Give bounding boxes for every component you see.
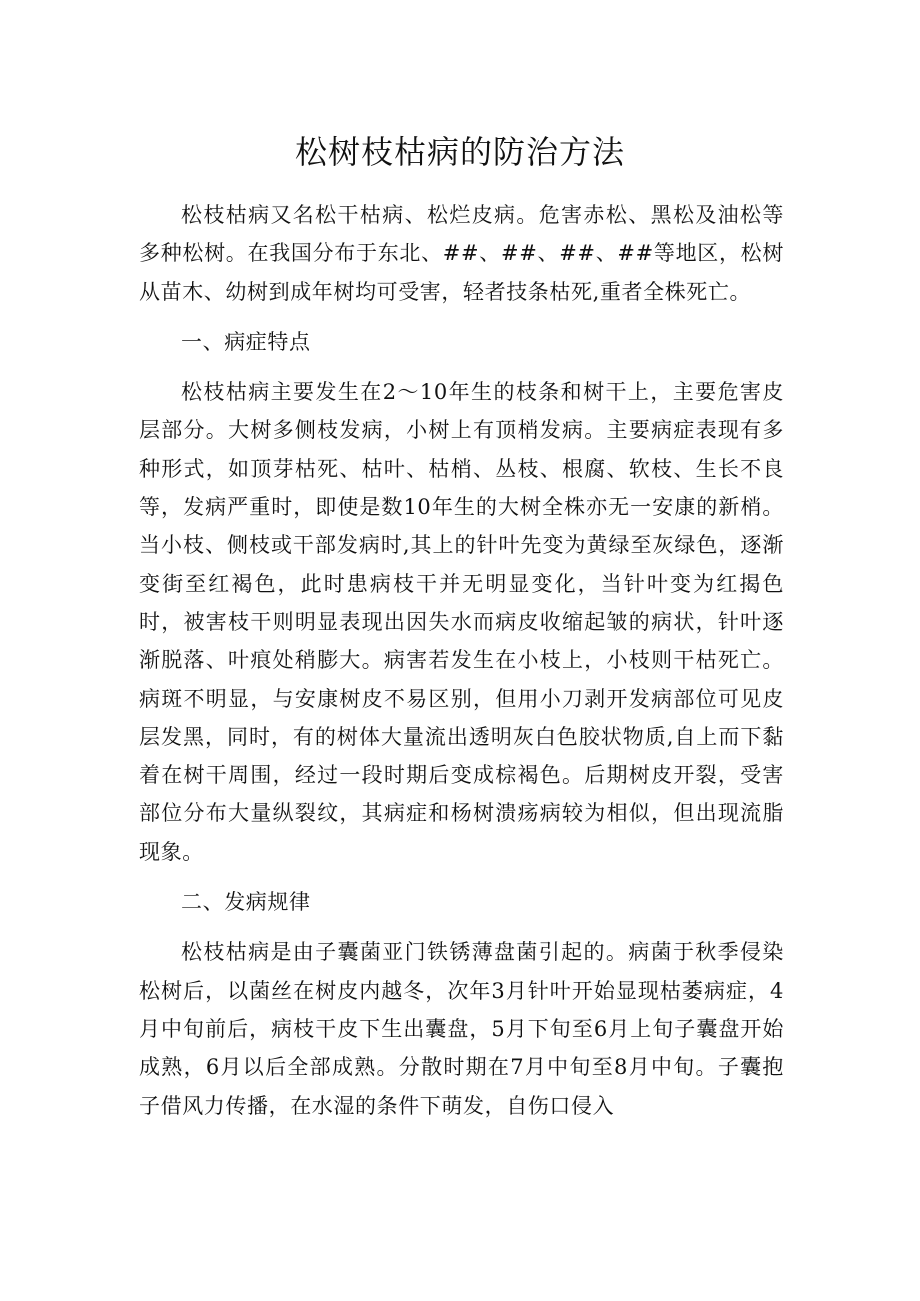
page-title: 松树枝枯病的防治方法 xyxy=(294,133,625,171)
section-heading-pattern: 二、发病规律 xyxy=(181,890,311,915)
intro-paragraph: 松枝枯病又名松干枯病、松烂皮病。危害赤松、黑松及油松等多种松树。在我国分布于东北、##、##、##、##等地区，松树从苗木、幼树到成年树均可受害，轻者技条枯死,重者全株死亡。 xyxy=(139,203,784,304)
spacer xyxy=(139,311,784,323)
document-body xyxy=(139,196,784,1125)
section-heading-symptoms: 一、病症特点 xyxy=(181,329,311,354)
symptoms-paragraph: 松枝枯病主要发生在2～10年生的枝条和树干上，主要危害皮层部分。大树多侧枝发病，小树上有顶梢发病。主要病症表现有多种形式，如顶芽枯死、枯叶、枯梢、丛枝、根腐、软枝、生长不良等，发病严重时，即使是数10年生的大树全株亦无一安康的新梢。当小枝、侧枝或干部发病时,其上的针叶先变为黄绿至灰绿色，逐渐变街至红褐色，此时患病枝干并无明显变化，当针叶变为红揭色时，被害枝干则明显表现出因失水而病皮收缩起皱的病状，针叶逐渐脱落、叶痕处稍膨大。病害若发生在小枝上，小枝则干枯死亡。病斑不明显，与安康树皮不易区别，但用小刀剥开发病部位可见皮层发黑，同时，有的树体大量流出透明灰白色胶状物质,自上而下黏着在树干周围，经过一段时期后变成棕褐色。后期树皮开裂，受害部位分布大量纵裂纹，其病症和杨树溃疡病较为相似，但出现流脂现象。 xyxy=(139,380,784,864)
spacer xyxy=(139,921,784,933)
spacer xyxy=(139,871,784,883)
spacer xyxy=(139,361,784,373)
pattern-paragraph: 松枝枯病是由子囊菌亚门铁锈薄盘菌引起的。病菌于秋季侵染松树后，以菌丝在树皮内越冬，次年3月针叶开始显现枯萎病症，4月中旬前后，病枝干皮下生出囊盘，5月下旬至6月上旬子囊盘开始成熟，6月以后全部成熟。分散时期在7月中旬至8月中旬。子囊抱子借风力传播，在水湿的条件下萌发，自伤口侵入 xyxy=(139,940,784,1118)
